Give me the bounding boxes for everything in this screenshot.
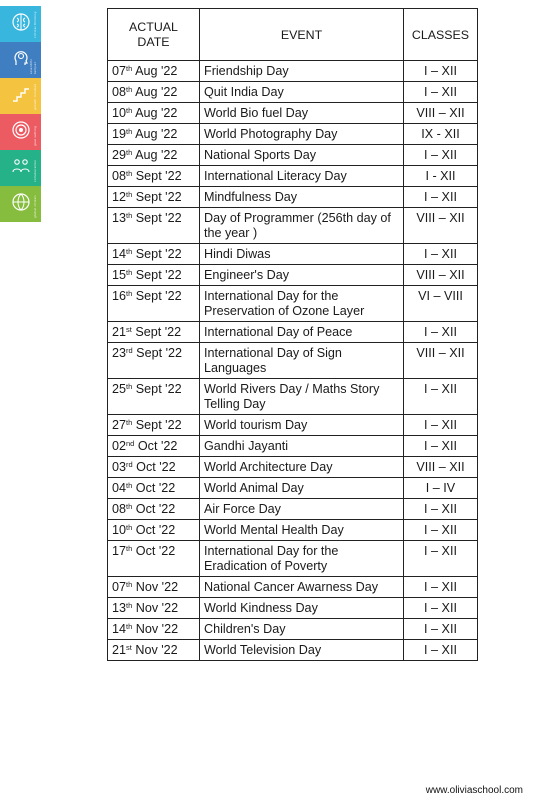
date-day: 04: [112, 481, 127, 495]
date-month-year: Oct '22: [132, 544, 176, 558]
side-block-label: critical thinking: [33, 11, 37, 38]
date-day: 14: [112, 247, 127, 261]
people-icon: [10, 155, 32, 182]
date-month-year: Oct '22: [132, 523, 176, 537]
date-day: 19: [112, 127, 127, 141]
date-month-year: Aug '22: [132, 148, 178, 162]
footer-url: www.oliviaschool.com: [425, 785, 523, 796]
date-day: 13: [112, 211, 127, 225]
date-day: 14: [112, 622, 127, 636]
row-date: [108, 265, 200, 286]
header-actual-date: ACTUAL DATE: [108, 9, 200, 61]
date-day: 27: [112, 418, 127, 432]
table-row: [108, 208, 478, 244]
row-event: Air Force Day: [200, 499, 404, 520]
date-day: 12: [112, 190, 127, 204]
row-event: World tourism Day: [200, 415, 404, 436]
table-row: [108, 499, 478, 520]
row-event: International Day of Sign Languages: [200, 343, 404, 379]
date-day: 02: [112, 439, 127, 453]
header-event: EVENT: [200, 9, 404, 61]
date-ordinal-suffix: th: [126, 127, 133, 136]
date-ordinal-suffix: th: [126, 169, 133, 178]
row-classes: I – XII: [404, 598, 478, 619]
date-day: 21: [112, 643, 127, 657]
row-event: Hindi Diwas: [200, 244, 404, 265]
date-ordinal-suffix: th: [126, 544, 133, 553]
table-row: [108, 640, 478, 661]
row-date: [108, 478, 200, 499]
side-block-label: growth mindset: [33, 83, 37, 110]
table-row: [108, 265, 478, 286]
row-classes: I – XII: [404, 577, 478, 598]
row-date: [108, 103, 200, 124]
row-date: [108, 520, 200, 541]
row-date: [108, 619, 200, 640]
date-ordinal-suffix: th: [126, 481, 133, 490]
side-block-head-gear: [0, 42, 41, 78]
table-row: [108, 415, 478, 436]
date-month-year: Aug '22: [132, 106, 178, 120]
row-date: [108, 187, 200, 208]
date-ordinal-suffix: st: [126, 325, 132, 334]
row-event: International Day for the Eradication of Poverty: [200, 541, 404, 577]
row-event: World Television Day: [200, 640, 404, 661]
date-ordinal-suffix: th: [126, 85, 133, 94]
row-classes: I - XII: [404, 166, 478, 187]
date-ordinal-suffix: th: [126, 523, 133, 532]
date-ordinal-suffix: th: [126, 382, 133, 391]
date-month-year: Nov '22: [132, 580, 179, 594]
row-date: [108, 145, 200, 166]
row-date: [108, 343, 200, 379]
row-date: [108, 208, 200, 244]
table-row: [108, 343, 478, 379]
date-ordinal-suffix: th: [126, 601, 133, 610]
row-event: Children's Day: [200, 619, 404, 640]
date-month-year: Sept '22: [132, 190, 182, 204]
header-classes: CLASSES: [404, 9, 478, 61]
date-day: 23: [112, 346, 127, 360]
date-month-year: Sept '22: [132, 169, 182, 183]
date-ordinal-suffix: nd: [126, 439, 135, 448]
row-event: National Cancer Awarness Day: [200, 577, 404, 598]
date-ordinal-suffix: th: [126, 211, 133, 220]
row-classes: VIII – XII: [404, 457, 478, 478]
date-day: 08: [112, 502, 127, 516]
table-row: [108, 478, 478, 499]
row-event: World Rivers Day / Maths Story Telling Day: [200, 379, 404, 415]
target-icon: [10, 119, 32, 146]
row-event: International Day for the Preservation of Ozone Layer: [200, 286, 404, 322]
row-event: Day of Programmer (256th day of the year ): [200, 208, 404, 244]
side-block-label: goal setting: [33, 125, 37, 146]
side-block-label: collaboration: [33, 159, 37, 182]
date-month-year: Sept '22: [132, 289, 182, 303]
row-date: [108, 286, 200, 322]
date-ordinal-suffix: th: [126, 268, 133, 277]
row-classes: I – XII: [404, 82, 478, 103]
row-classes: VIII – XII: [404, 103, 478, 124]
date-day: 08: [112, 85, 127, 99]
globe-icon: [10, 191, 32, 218]
table-row: [108, 244, 478, 265]
row-event: Mindfulness Day: [200, 187, 404, 208]
date-ordinal-suffix: st: [126, 643, 132, 652]
row-classes: I – XII: [404, 436, 478, 457]
date-ordinal-suffix: th: [126, 106, 133, 115]
date-ordinal-suffix: rd: [126, 460, 133, 469]
row-classes: VIII – XII: [404, 265, 478, 286]
row-event: Quit India Day: [200, 82, 404, 103]
date-ordinal-suffix: th: [126, 289, 133, 298]
row-classes: I – XII: [404, 415, 478, 436]
row-date: [108, 379, 200, 415]
row-date: [108, 244, 200, 265]
date-month-year: Aug '22: [132, 64, 178, 78]
date-day: 17: [112, 544, 127, 558]
date-ordinal-suffix: th: [126, 580, 133, 589]
date-month-year: Sept '22: [132, 346, 183, 360]
row-date: [108, 322, 200, 343]
date-day: 08: [112, 169, 127, 183]
row-date: [108, 640, 200, 661]
table-row: [108, 187, 478, 208]
date-month-year: Aug '22: [132, 127, 178, 141]
date-ordinal-suffix: th: [126, 148, 133, 157]
date-month-year: Sept '22: [132, 418, 182, 432]
side-block-steps: [0, 78, 41, 114]
date-month-year: Sept '22: [132, 247, 182, 261]
row-classes: I – XII: [404, 379, 478, 415]
date-day: 07: [112, 580, 127, 594]
table-row: [108, 457, 478, 478]
side-block-target: [0, 114, 41, 150]
table-row: [108, 541, 478, 577]
row-classes: I – XII: [404, 541, 478, 577]
date-ordinal-suffix: th: [126, 190, 133, 199]
row-date: [108, 436, 200, 457]
side-block-label: global citizen: [33, 195, 37, 218]
side-block-people: [0, 150, 41, 186]
date-month-year: Nov '22: [131, 643, 178, 657]
row-classes: I – XII: [404, 61, 478, 82]
table-row: [108, 166, 478, 187]
row-event: Engineer's Day: [200, 265, 404, 286]
row-event: International Day of Peace: [200, 322, 404, 343]
date-month-year: Sept '22: [132, 211, 182, 225]
table-row: [108, 145, 478, 166]
date-ordinal-suffix: th: [126, 418, 133, 427]
side-block-globe: [0, 186, 41, 222]
date-month-year: Oct '22: [132, 502, 176, 516]
date-month-year: Oct '22: [134, 439, 178, 453]
date-ordinal-suffix: rd: [126, 346, 133, 355]
row-event: National Sports Day: [200, 145, 404, 166]
row-event: World Kindness Day: [200, 598, 404, 619]
table-row: [108, 520, 478, 541]
date-month-year: Aug '22: [132, 85, 178, 99]
date-day: 21: [112, 325, 127, 339]
row-event: Gandhi Jayanti: [200, 436, 404, 457]
row-event: World Architecture Day: [200, 457, 404, 478]
row-classes: VIII – XII: [404, 208, 478, 244]
date-day: 07: [112, 64, 127, 78]
row-date: [108, 457, 200, 478]
row-classes: I – XII: [404, 322, 478, 343]
row-date: [108, 415, 200, 436]
date-day: 29: [112, 148, 127, 162]
row-classes: IX - XII: [404, 124, 478, 145]
date-day: 13: [112, 601, 127, 615]
row-classes: I – XII: [404, 499, 478, 520]
date-day: 03: [112, 460, 127, 474]
table-row: [108, 124, 478, 145]
table-row: [108, 103, 478, 124]
table-row: [108, 322, 478, 343]
date-month-year: Nov '22: [132, 601, 179, 615]
date-month-year: Sept '22: [132, 382, 182, 396]
table-row: [108, 577, 478, 598]
date-month-year: Oct '22: [132, 481, 176, 495]
row-classes: I – XII: [404, 187, 478, 208]
date-month-year: Sept '22: [131, 325, 182, 339]
date-day: 10: [112, 523, 127, 537]
steps-icon: [10, 83, 32, 110]
table-row: [108, 286, 478, 322]
row-classes: I – XII: [404, 244, 478, 265]
row-event: Friendship Day: [200, 61, 404, 82]
date-month-year: Oct '22: [132, 460, 176, 474]
date-day: 10: [112, 106, 127, 120]
table-row: [108, 619, 478, 640]
date-ordinal-suffix: th: [126, 622, 133, 631]
date-ordinal-suffix: th: [126, 64, 133, 73]
row-date: [108, 124, 200, 145]
row-event: World Photography Day: [200, 124, 404, 145]
table-row: [108, 379, 478, 415]
events-table: [107, 8, 478, 661]
row-event: World Animal Day: [200, 478, 404, 499]
row-event: International Literacy Day: [200, 166, 404, 187]
table-row: [108, 61, 478, 82]
row-event: World Mental Health Day: [200, 520, 404, 541]
row-classes: I – XII: [404, 640, 478, 661]
side-block-brain: [0, 6, 41, 42]
row-event: World Bio fuel Day: [200, 103, 404, 124]
date-day: 16: [112, 289, 127, 303]
table-row: [108, 82, 478, 103]
row-classes: VI – VIII: [404, 286, 478, 322]
table-header-row: [108, 9, 478, 61]
row-date: [108, 166, 200, 187]
side-icon-strip: [0, 6, 41, 222]
row-date: [108, 499, 200, 520]
table-row: [108, 598, 478, 619]
row-classes: I – XII: [404, 145, 478, 166]
row-date: [108, 541, 200, 577]
date-ordinal-suffix: th: [126, 247, 133, 256]
brain-icon: [10, 11, 32, 38]
date-day: 25: [112, 382, 127, 396]
table-row: [108, 436, 478, 457]
row-classes: VIII – XII: [404, 343, 478, 379]
row-date: [108, 598, 200, 619]
row-date: [108, 577, 200, 598]
date-month-year: Sept '22: [132, 268, 182, 282]
row-classes: I – XII: [404, 619, 478, 640]
row-date: [108, 82, 200, 103]
date-month-year: Nov '22: [132, 622, 179, 636]
date-day: 15: [112, 268, 127, 282]
row-date: [108, 61, 200, 82]
side-block-label: scientific temper: [29, 58, 37, 74]
date-ordinal-suffix: th: [126, 502, 133, 511]
row-classes: I – IV: [404, 478, 478, 499]
row-classes: I – XII: [404, 520, 478, 541]
